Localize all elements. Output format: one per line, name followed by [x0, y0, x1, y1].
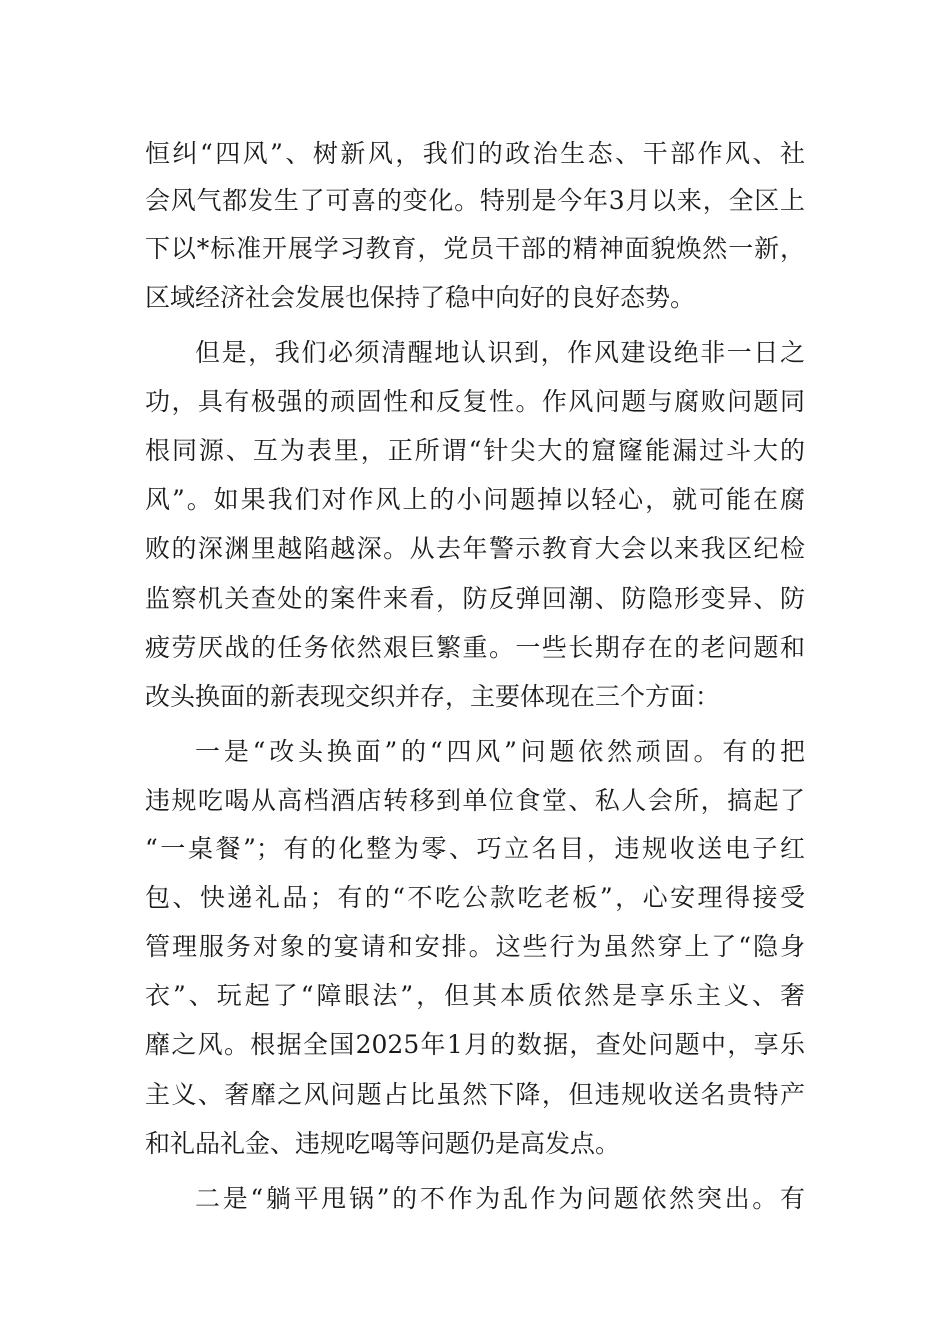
- text-line-14: 违规吃喝从高档酒店转移到单位食堂、私人会所，搞起了: [145, 786, 805, 815]
- text-line-8: 风”。如果我们对作风上的小问题掉以轻心，就可能在腐: [145, 485, 805, 514]
- text-line-4: 区域经济社会发展也保持了稳中向好的良好态势。: [145, 283, 696, 312]
- text-line-2: 会风气都发生了可喜的变化。特别是今年3月以来，全区上: [145, 186, 805, 215]
- text-line-21: 和礼品礼金、违规吃喝等问题仍是高发点。: [145, 1129, 621, 1158]
- text-line-5: 但是，我们必须清醒地认识到，作风建设绝非一日之: [195, 338, 805, 367]
- text-line-11: 疲劳厌战的任务依然艰巨繁重。一些长期存在的老问题和: [145, 633, 805, 662]
- text-line-9: 败的深渊里越陷越深。从去年警示教育大会以来我区纪检: [145, 534, 805, 563]
- text-line-18: 衣”、玩起了“障眼法”，但其本质依然是享乐主义、奢: [145, 981, 805, 1010]
- text-line-12: 改头换面的新表现交织并存，主要体现在三个方面：: [145, 682, 721, 711]
- text-line-6: 功，具有极强的顽固性和反复性。作风问题与腐败问题同: [145, 387, 805, 416]
- text-line-1: 恒纠“四风”、树新风，我们的政治生态、干部作风、社: [145, 139, 805, 168]
- text-line-22: 二是“躺平甩锅”的不作为乱作为问题依然突出。有: [195, 1184, 805, 1213]
- text-line-19: 靡之风。根据全国2025年1月的数据，查处问题中，享乐: [145, 1030, 805, 1059]
- text-line-17: 管理服务对象的宴请和安排。这些行为虽然穿上了“隐身: [145, 932, 805, 961]
- text-line-7: 根同源、互为表里，正所谓“针尖大的窟窿能漏过斗大的: [145, 436, 805, 465]
- text-line-10: 监察机关查处的案件来看，防反弹回潮、防隐形变异、防: [145, 584, 805, 613]
- text-line-3: 下以*标准开展学习教育，党员干部的精神面貌焕然一新，: [145, 234, 805, 263]
- text-line-20: 主义、奢靡之风问题占比虽然下降，但违规收送名贵特产: [145, 1080, 805, 1109]
- text-line-13: 一是“改头换面”的“四风”问题依然顽固。有的把: [195, 737, 805, 766]
- text-line-15: “一桌餐”；有的化整为零、巧立名目，违规收送电子红: [145, 834, 805, 863]
- text-line-16: 包、快递礼品；有的“不吃公款吃老板”，心安理得接受: [145, 883, 805, 912]
